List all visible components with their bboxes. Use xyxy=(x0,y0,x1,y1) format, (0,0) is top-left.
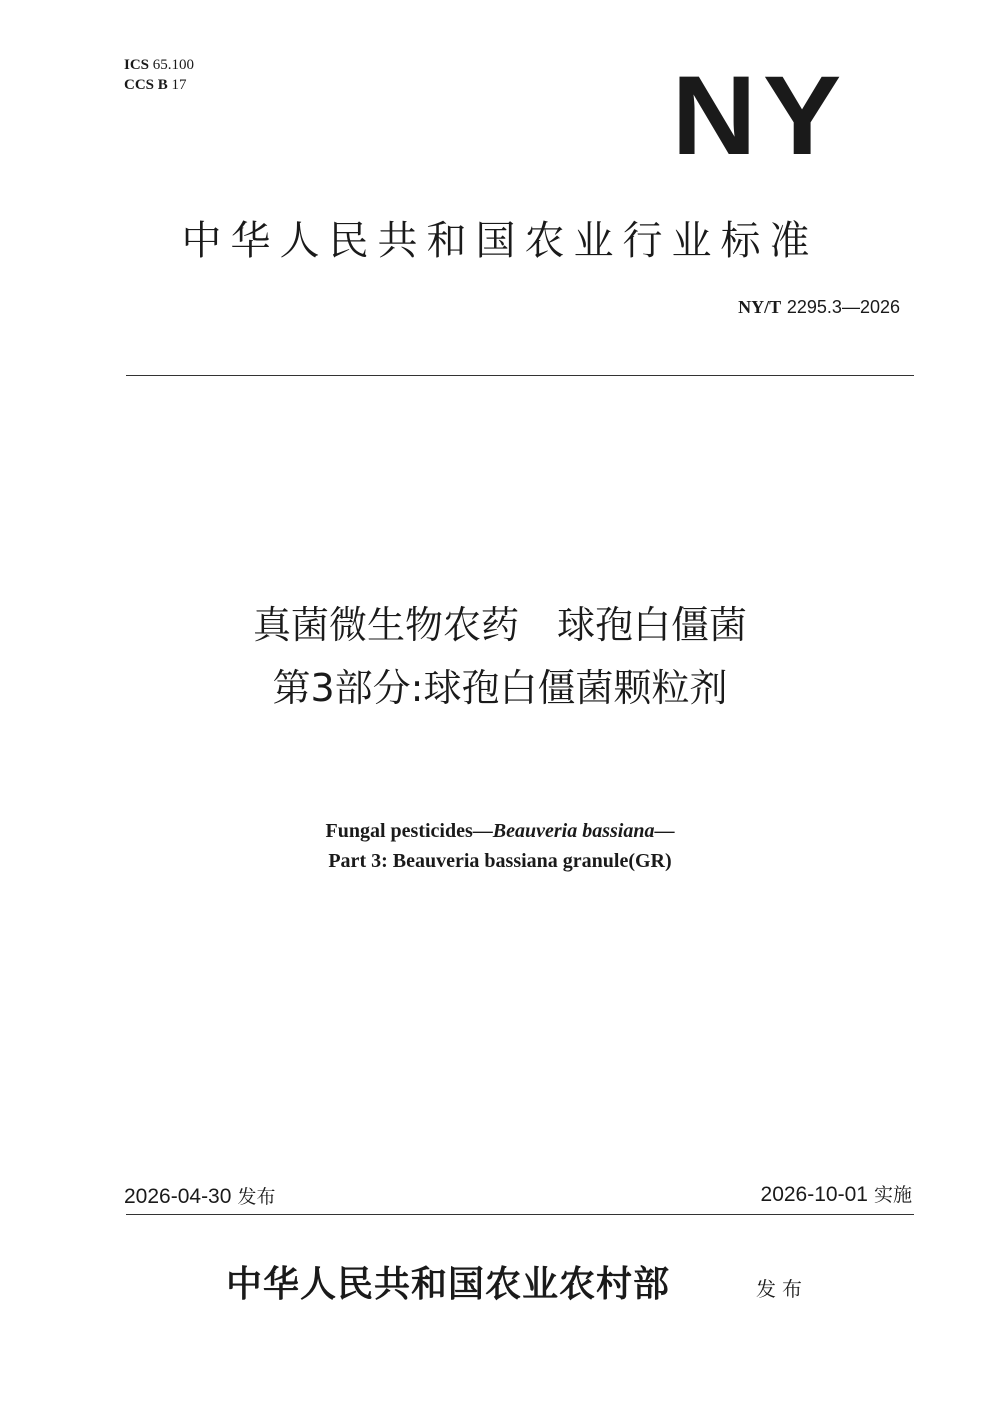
ccs-value: 17 xyxy=(171,77,187,93)
standard-number-prefix: NY/T xyxy=(738,297,782,317)
title-cn-line2: 第3部分:球孢白僵菌颗粒剂 xyxy=(272,666,728,710)
title-en-line2: Part 3: Beauveria bassiana granule(GR) xyxy=(328,850,672,872)
publish-date-value: 2026-04-30 xyxy=(124,1185,232,1208)
publish-label: 发布 xyxy=(237,1186,276,1208)
implement-date xyxy=(761,1182,912,1208)
title-en-line1 xyxy=(0,818,1000,844)
issuer-action: 发布 xyxy=(756,1277,808,1301)
ccs-code xyxy=(124,76,187,94)
ics-code xyxy=(124,56,194,74)
top-divider xyxy=(126,375,914,376)
bottom-divider xyxy=(126,1214,914,1215)
ics-value: 65.100 xyxy=(152,57,195,73)
title-en-species: Beauveria bassiana xyxy=(492,820,655,842)
ny-logo: NY xyxy=(672,53,848,178)
issuer-name: 中华人民共和国农业农村部 xyxy=(226,1263,671,1305)
standard-number xyxy=(738,296,900,319)
implement-date-value: 2026-10-01 xyxy=(760,1183,868,1206)
standard-type: 中华人民共和国农业行业标准 xyxy=(181,218,819,264)
title-en-part-c: — xyxy=(654,820,675,842)
implement-label: 实施 xyxy=(873,1184,912,1206)
title-en-part-a: Fungal pesticides— xyxy=(325,820,493,842)
ics-label: ICS xyxy=(124,57,150,73)
publish-date xyxy=(124,1184,275,1210)
standard-number-value: 2295.3—2026 xyxy=(786,297,900,317)
title-cn-line1: 真菌微生物农药 球孢白僵菌 xyxy=(252,603,747,647)
ccs-label: CCS B xyxy=(124,77,168,93)
